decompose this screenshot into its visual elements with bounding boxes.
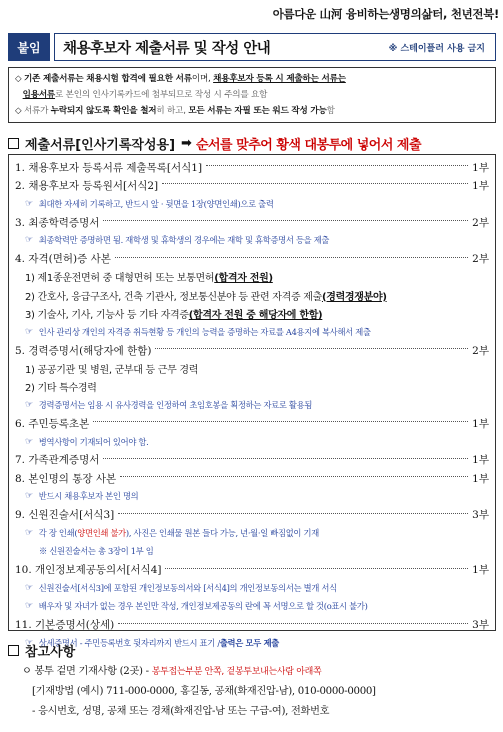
section-heading-notes	[8, 641, 75, 660]
reference-line: - 응시번호, 성명, 공채 또는 경채(화재진압-남 또는 구급-여), 전화번호	[32, 706, 330, 717]
item-label: 3. 최종학력증명서	[15, 216, 100, 229]
note-text: 경력증명서는 임용 시 유사경력을 인정하여 초임호봉을 획정하는 자료로 활용됨	[38, 400, 313, 410]
item-quantity: 2부	[472, 216, 489, 229]
title-box	[54, 33, 496, 61]
pointer-icon: ☞	[25, 582, 33, 593]
list-item	[15, 176, 489, 194]
list-item	[15, 158, 489, 176]
note-text: 배우자 및 자녀가 없는 경우 본인만 작성, 개인정보제공동의 란에 꼭 서명으로 할 것(o표시 불가)	[38, 601, 368, 612]
pointer-icon: ☞	[25, 637, 33, 648]
item-quantity: 1부	[472, 454, 489, 467]
item-label: 7. 가족관계증명서	[15, 454, 100, 467]
note-warning: 양면인쇄 불가	[77, 528, 126, 539]
sub-item-emphasis: (경력경쟁분야)	[321, 291, 387, 303]
item-note	[15, 231, 489, 249]
page-title: 채용후보자 제출서류 및 작성 안내	[63, 40, 271, 57]
title-row	[8, 33, 496, 61]
list-item	[15, 213, 489, 231]
note-text: 출력은 모두 제출	[219, 637, 280, 648]
item-quantity: 1부	[472, 179, 489, 192]
notice-text: 모든 서류는 자필 또는 워드 작성 가능	[188, 106, 327, 116]
note-text: 최종학력만 증명하면 됨. 재학생 및 휴학생의 경우에는 재학 및 휴학증명서 등을 제출	[38, 235, 330, 246]
document-list	[8, 154, 496, 648]
item-quantity: 1부	[472, 417, 489, 430]
sub-item-text: 2) 간호사, 응급구조사, 건축 기관사, 정보통신분야 등 관련 자격증 제출	[25, 291, 322, 303]
notice-text: 누락되지 않도록 확인을 철저	[50, 106, 157, 116]
slogan: 아름다운 山河 융비하는생명의삶터, 천년전북!	[272, 7, 499, 21]
notice-line-2	[15, 87, 489, 103]
notice-text: 함	[326, 106, 335, 116]
sub-item	[15, 268, 489, 286]
item-label: 10. 개인정보제공동의서[서식4]	[15, 564, 162, 577]
note-text: 반드시 채용후보자 본인 명의	[38, 491, 139, 502]
item-label: 4. 자격(면허)증 사본	[15, 253, 111, 266]
item-quantity: 2부	[472, 253, 489, 266]
list-item	[15, 506, 489, 524]
item-note	[15, 396, 489, 414]
list-item	[15, 341, 489, 359]
attachment-badge: 붙임	[8, 33, 50, 61]
item-label: 2. 채용후보자 등록원서[서식2]	[15, 179, 159, 192]
list-item	[15, 561, 489, 579]
item-note	[15, 579, 489, 597]
item-note	[15, 542, 489, 560]
notice-text: 로 본인의 인사기록카드에 첨부되므로 작성 시 주의를 요함	[55, 90, 268, 100]
notice-line-1: ◇ 기존 제출서류는 채용시험 합격에 필요한 서류이며, 채용후보자 등록 시 제출하는 서류는	[15, 74, 346, 84]
section-title: 참고사항	[25, 645, 76, 660]
item-label: 5. 경력증명서(해당자에 한함)	[15, 344, 152, 357]
list-item	[15, 469, 489, 487]
pointer-icon: ☞	[25, 436, 33, 447]
item-note	[15, 524, 489, 542]
sub-item	[15, 359, 489, 377]
pointer-icon: ☞	[25, 198, 33, 209]
item-quantity: 1부	[472, 161, 489, 174]
list-item	[15, 249, 489, 267]
sub-item	[15, 286, 489, 304]
item-quantity: 2부	[472, 344, 489, 357]
item-note	[15, 432, 489, 450]
note-text: 병역사항이 기재되어 있어야 함.	[38, 436, 149, 447]
sub-item-text: 3) 기술사, 기사, 기능사 등 기타 자격증	[25, 310, 189, 322]
item-quantity: 1부	[472, 564, 489, 577]
list-item	[15, 615, 489, 633]
item-note	[15, 597, 489, 615]
sub-item-text: 2) 기타 특수경력	[25, 383, 97, 395]
reference-warning: 봉투접는부분 안쪽, 겉봉투보내는사람 아래쪽	[151, 667, 322, 677]
pointer-icon: ☞	[25, 400, 33, 410]
section-title: 제출서류[인사기록작성용]	[25, 138, 176, 153]
notice-text: 서류가	[23, 106, 51, 116]
notice-text: 기존 제출서류는 채용시험 합격에 필요한 서류	[23, 74, 192, 84]
sub-item-emphasis: (합격자 전원)	[214, 273, 273, 285]
sub-item	[15, 304, 489, 322]
item-quantity: 3부	[472, 619, 489, 632]
notice-text: 이며,	[191, 74, 214, 84]
item-note	[15, 634, 489, 652]
arrow-right-icon: ➡	[181, 136, 192, 151]
reference-text: ㅇ 봉투 겉면 기재사항 (2곳) -	[22, 666, 152, 677]
note-text: 인사 관리상 개인의 자격증 취득현황 등 개인의 능력을 증명하는 자료를 A4용지에 복사해서 제출	[38, 326, 371, 337]
checkbox-square-icon	[8, 645, 19, 656]
notice-line-3: ◇ 서류가 누락되지 않도록 확인을 철저히 하고, 모든 서류는 자필 또는 워드 작성 가능함	[15, 106, 335, 116]
note-text: 신원진술서[서식3]에 포함된 개인정보동의서와 [서식4]의 개인정보동의서는 별개 서식	[38, 582, 337, 593]
pointer-icon: ☞	[25, 235, 33, 246]
notice-box	[8, 67, 496, 123]
note-text: ※ 신원진술서는 총 3장이 1부 임	[39, 546, 154, 557]
item-label: 8. 본인명의 통장 사본	[15, 472, 117, 485]
list-item	[15, 414, 489, 432]
item-quantity: 1부	[472, 472, 489, 485]
item-label: 11. 기본증명서(상세)	[15, 619, 115, 632]
section-instruction: 순서를 맞추어 황색 대봉투에 넣어서 제출	[195, 138, 422, 153]
sub-item-text: 1) 제1종운전면허 중 대형면허 또는 보통면허	[25, 273, 215, 285]
list-item	[15, 451, 489, 469]
item-label: 9. 신원진술서[서식3]	[15, 509, 115, 522]
item-note	[15, 195, 489, 213]
checkbox-square-icon	[8, 138, 19, 149]
item-note	[15, 323, 489, 341]
notice-text: 히 하고,	[156, 106, 189, 116]
section-heading-documents	[8, 134, 421, 153]
pointer-icon: ☞	[25, 326, 33, 337]
stapler-note: ※ 스테이플러 사용 금지	[388, 43, 485, 54]
notice-text: 채용후보자 등록 시 제출하는 서류는	[213, 74, 346, 84]
note-text: ), 사진은 인쇄물 원본 들다 가능, 년·월·일 빠짐없이 기재	[125, 528, 319, 539]
notice-text: 임용서류	[22, 90, 56, 100]
note-text: 각 장 인쇄(	[38, 528, 78, 539]
item-label: 1. 채용후보자 등록서류 제출목록[서식1]	[15, 161, 203, 174]
note-text: 최대한 자세히 기록하고, 반드시 앞 · 뒷면을 1장(양면인쇄)으로 출력	[38, 198, 274, 209]
note-text: 상세증명서 - 주민등록번호 뒷자리까지 반드시 표기 /	[38, 637, 220, 648]
pointer-icon: ☞	[25, 601, 33, 612]
item-label: 6. 주민등록초본	[15, 417, 90, 430]
sub-item	[15, 378, 489, 396]
sub-item-text: 1) 공공기관 및 병원, 군부대 등 근무 경력	[25, 364, 199, 376]
item-quantity: 3부	[472, 509, 489, 522]
pointer-icon: ☞	[25, 528, 33, 539]
sub-item-emphasis: (합격자 전원 중 해당자에 한함)	[188, 310, 323, 322]
item-note	[15, 487, 489, 505]
reference-line	[22, 662, 321, 677]
pointer-icon: ☞	[25, 491, 33, 502]
reference-example: [기재방법 (예시) 711-000-0000, 홍길동, 공채(화재진압-남), 010-0000-0000]	[32, 686, 376, 697]
